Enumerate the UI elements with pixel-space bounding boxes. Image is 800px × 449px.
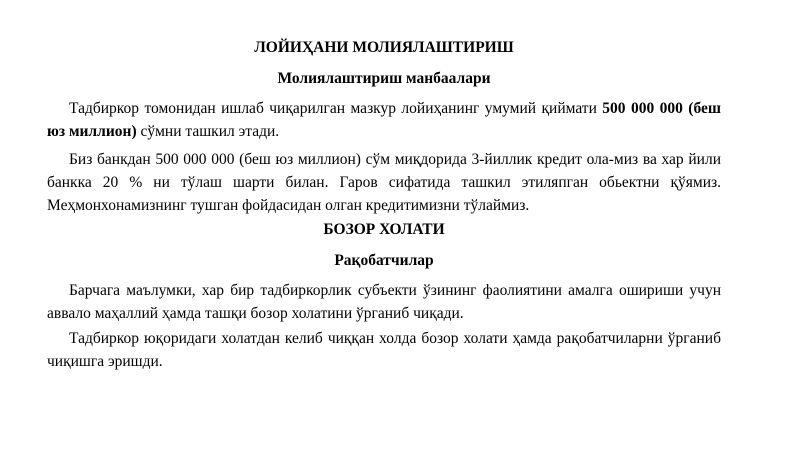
subsection-title-funding-sources: Молиялаштириш манбаалари <box>277 70 491 87</box>
paragraph-market-research: Барчага маълумки, хар бир тадбиркорлик субъекти ўзининг фаолиятини амалга ошириши учун аввало маҳаллий ҳамда ташқи бозор холатини ўрганиб чиқади. <box>47 282 721 322</box>
section-title-financing: ЛОЙИҲАНИ МОЛИЯЛАШТИРИШ <box>254 39 514 56</box>
section-title-market-status: БОЗОР ХОЛАТИ <box>323 221 445 238</box>
subsection-title-competitors: Рақобатчилар <box>334 252 434 269</box>
project-cost-amount: 500 000 000 (беш юз миллион) <box>47 100 721 140</box>
paragraph-bank-credit: Биз банкдан 500 000 000 (беш юз миллион) сўм миқдорида 3-йиллик кредит ола-миз ва хар йили банкка 20 % ни тўлаш шарти билан. Гаров сифатида ташкил этиляпган обьектни қўямиз. Меҳмонхонамизнинг тушган фойдасидан олган кредитимизни тўлаймиз. <box>47 151 721 214</box>
project-cost-text-end: сўмни ташкил этади. <box>136 123 280 140</box>
project-cost-text-start: Тадбиркор томонидан ишлаб чиқарилган мазкур лойиҳанинг умумий қиймати <box>69 100 603 117</box>
paragraph-project-cost <box>47 97 721 143</box>
paragraph-entrepreneur-study: Тадбиркор юқоридаги холатдан келиб чиққан холда бозор холати ҳамда рақобатчиларни ўрганиб чиқишга эришди. <box>47 330 721 370</box>
